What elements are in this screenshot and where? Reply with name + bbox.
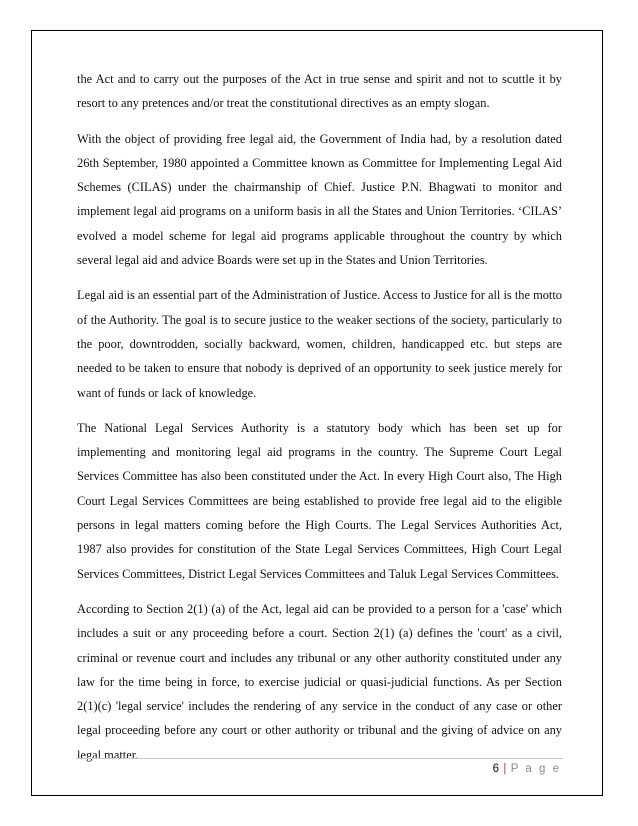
paragraph-4: The National Legal Services Authority is a statutory body which has been set up for implementing and monitoring legal aid programs in the country. The Supreme Court Legal Services Committee has also been constituted under the Act. In every High Court also, The High Court Legal Services Committees are being established to provide free legal aid to the eligible persons in legal matters coming before the High Courts. The Legal Services Authorities Act, 1987 also provides for constitution of the State Legal Services Committees, High Court Legal Services Committees, District Legal Services Committees and Taluk Legal Services Committees. [77, 420, 562, 581]
paragraph-2: With the object of providing free legal aid, the Government of India had, by a resolution dated 26th September, 1980 appointed a Committee known as Committee for Implementing Legal Aid Schemes (CILAS) under the chairmanship of Chief. Justice P.N. Bhagwati to monitor and implement legal aid programs on a uniform basis in all the States and Union Territories. ‘CILAS’ evolved a model scheme for legal aid programs applicable throughout the country by which several legal aid and advice Boards were set up in the States and Union Territories. [77, 131, 562, 268]
page-footer [493, 763, 561, 775]
footer-rule [76, 758, 563, 759]
paragraph-3: Legal aid is an essential part of the Administration of Justice. Access to Justice for all is the motto of the Authority. The goal is to secure justice to the weaker sections of the society, particularly to the poor, downtrodden, socially backward, women, children, handicapped etc. but steps are needed to be taken to ensure that nobody is deprived of an opportunity to seek justice merely for want of funds or lack of knowledge. [77, 288, 562, 400]
paragraph-5: According to Section 2(1) (a) of the Act, legal aid can be provided to a person for a 'case' which includes a suit or any proceeding before a court. Section 2(1) (a) defines the 'court' as a civil, criminal or revenue court and includes any tribunal or any other authority constituted under any law for the time being in force, to exercise judicial or quasi-judicial functions. As per Section 2(1)(c) 'legal service' includes the rendering of any service in the conduct of any case or other legal proceeding before any court or other authority or tribunal and the giving of advice on any legal matter. [77, 601, 562, 762]
paragraph-1: the Act and to carry out the purposes of the Act in true sense and spirit and not to scuttle it by resort to any pretences and/or treat the constitutional directives as an empty slogan. [77, 72, 562, 111]
page-number: 6 [492, 763, 500, 775]
page-separator: | [503, 763, 507, 775]
page-label: P a g e [510, 763, 561, 775]
document-body [77, 67, 562, 778]
